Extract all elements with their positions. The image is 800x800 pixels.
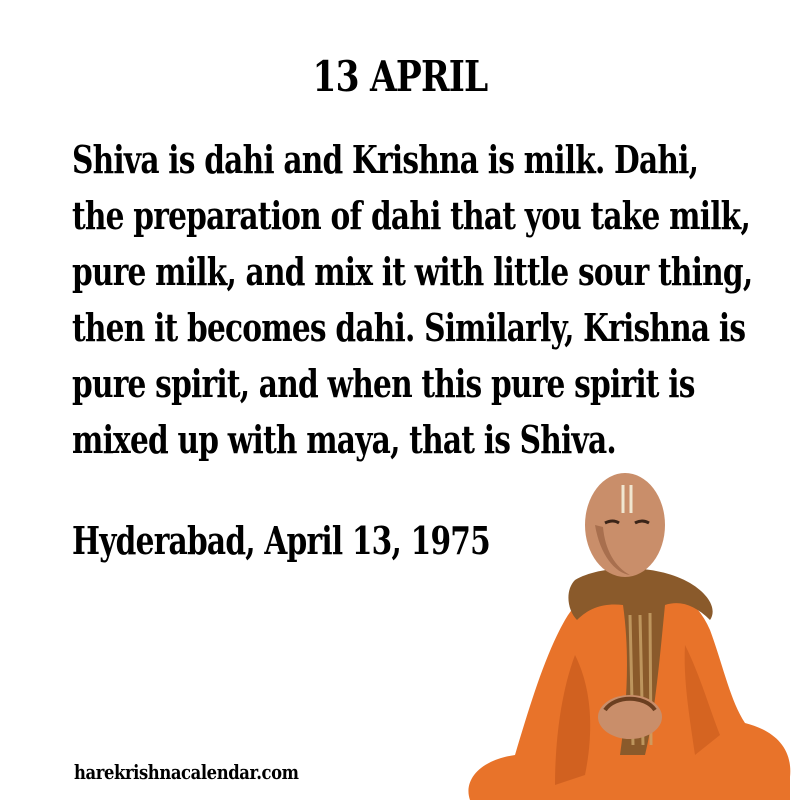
quote-line: the preparation of dahi that you take milk, [72,193,750,238]
head-shape [585,473,665,577]
quote-line: mixed up with maya, that is Shiva. [72,417,616,462]
seated-teacher-photo [455,455,800,800]
website-link[interactable]: harekrishnacalendar.com [74,760,299,784]
quote-line: pure spirit, and when this pure spirit is [72,361,695,406]
quote-source: Hyderabad, April 13, 1975 [72,518,490,563]
quote-block [72,132,792,468]
quote-line: then it becomes dahi. Similarly, Krishna is [72,305,746,350]
quote-line: Shiva is dahi and Krishna is milk. Dahi, [72,137,699,182]
date-title: 13 APRIL [312,52,488,101]
quote-line: pure milk, and mix it with little sour thing, [72,249,753,294]
hands-shape [598,695,662,739]
